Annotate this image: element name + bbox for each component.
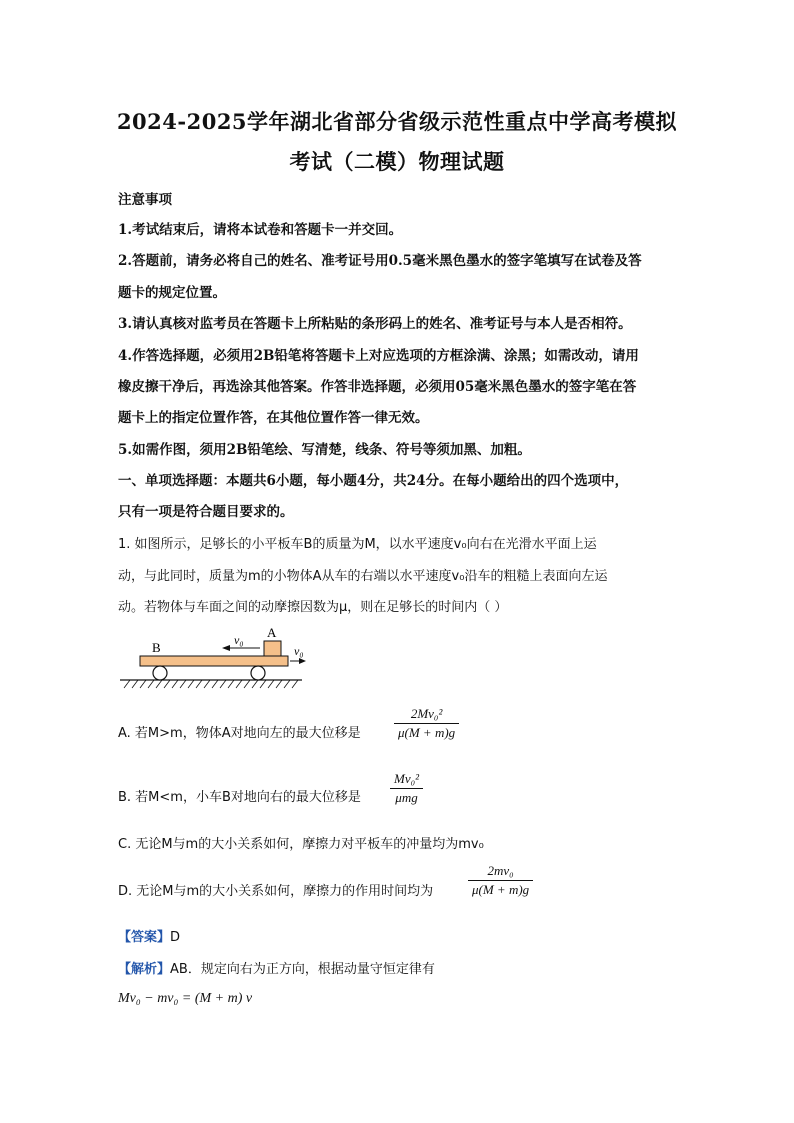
analysis-text: AB．规定向右为正方向，根据动量守恒定律有 (170, 962, 435, 977)
label-v0-cart: v₀ (294, 644, 304, 658)
analysis-tag: 【解析】 (118, 962, 171, 977)
option-B: B. 若M<m，小车B对地向右的最大位移是 (118, 790, 361, 805)
question-stem: 1. 如图所示，足够长的小平板车B的质量为M，以水平速度v₀向右在光滑水平面上运 (118, 537, 597, 552)
notice-item: 题卡的规定位置。 (118, 285, 226, 301)
answer-line (118, 926, 678, 945)
notice-item: 1.考试结束后，请将本试卷和答题卡一并交回。 (118, 222, 403, 238)
arrowhead-right (299, 658, 306, 664)
notice-item: 橡皮擦干净后，再选涂其他答案。作答非选择题，必须用05毫米黑色墨水的签字笔在答 (118, 379, 637, 395)
block-A (264, 641, 281, 656)
ground-hatching (124, 680, 298, 688)
option-A-numerator: 2Mv₀² (394, 705, 459, 724)
title-line-2: 考试（二模）物理试题 (289, 149, 505, 174)
option-A-denominator: μ(M + m)g (398, 725, 456, 740)
option-D: D. 无论M与m的大小关系如何，摩擦力的作用时间均为 (118, 884, 434, 899)
analysis-line (118, 958, 678, 977)
title-line-1: 2024-2025学年湖北省部分省级示范性重点中学高考模拟 (116, 109, 678, 134)
label-v0-block: v₀ (234, 633, 244, 647)
answer-tag: 【答案】 (118, 930, 171, 945)
notice-item: 5.如需作图，须用2B铅笔绘、写清楚，线条、符号等须加黑、加粗。 (118, 442, 531, 458)
arrowhead-left (222, 645, 230, 651)
notice-item: 2.答题前，请务必将自己的姓名、准考证号用0.5毫米黑色墨水的签字笔填写在试卷及答 (118, 253, 642, 269)
cart-wheel (153, 666, 167, 680)
cart-wheel (251, 666, 265, 680)
option-B-fraction (390, 770, 423, 807)
notice-heading: 注意事项 (118, 192, 172, 208)
option-A: A. 若M>m，物体A对地向左的最大位移是 (118, 726, 361, 741)
question-stem: 动，与此同时，质量为m的小物体A从车的右端以水平速度v₀沿车的粗糙上表面向左运 (118, 569, 608, 584)
option-A-fraction (394, 705, 459, 742)
option-D-fraction (468, 862, 533, 899)
cart-board (140, 656, 288, 666)
question-stem: 动。若物体与车面之间的动摩擦因数为μ，则在足够长的时间内（ ） (118, 600, 508, 615)
notice-item: 3.请认真核对监考员在答题卡上所粘贴的条形码上的姓名、准考证号与本人是否相符。 (118, 316, 632, 332)
option-D-denominator: μ(M + m)g (472, 882, 530, 897)
option-D-numerator: 2mv₀ (468, 862, 533, 881)
label-B: B (152, 640, 161, 655)
option-C: C. 无论M与m的大小关系如何，摩擦力对平板车的冲量均为mv₀ (118, 837, 484, 852)
label-A: A (267, 625, 277, 640)
section-heading: 一、单项选择题：本题共6小题，每小题4分，共24分。在每小题给出的四个选项中， (118, 473, 629, 489)
answer-value: D (170, 930, 181, 945)
cart-diagram (118, 622, 308, 690)
notice-item: 题卡上的指定位置作答，在其他位置作答一律无效。 (118, 410, 429, 426)
section-heading-cont: 只有一项是符合题目要求的。 (118, 504, 294, 520)
option-B-denominator: μmg (395, 790, 418, 805)
notice-item: 4.作答选择题，必须用2B铅笔将答题卡上对应选项的方框涂满、涂黑；如需改动，请用 (118, 348, 639, 364)
momentum-equation: Mv₀ − mv₀ = (M + m) v (118, 991, 253, 1006)
option-B-numerator: Mv₀² (390, 770, 423, 789)
